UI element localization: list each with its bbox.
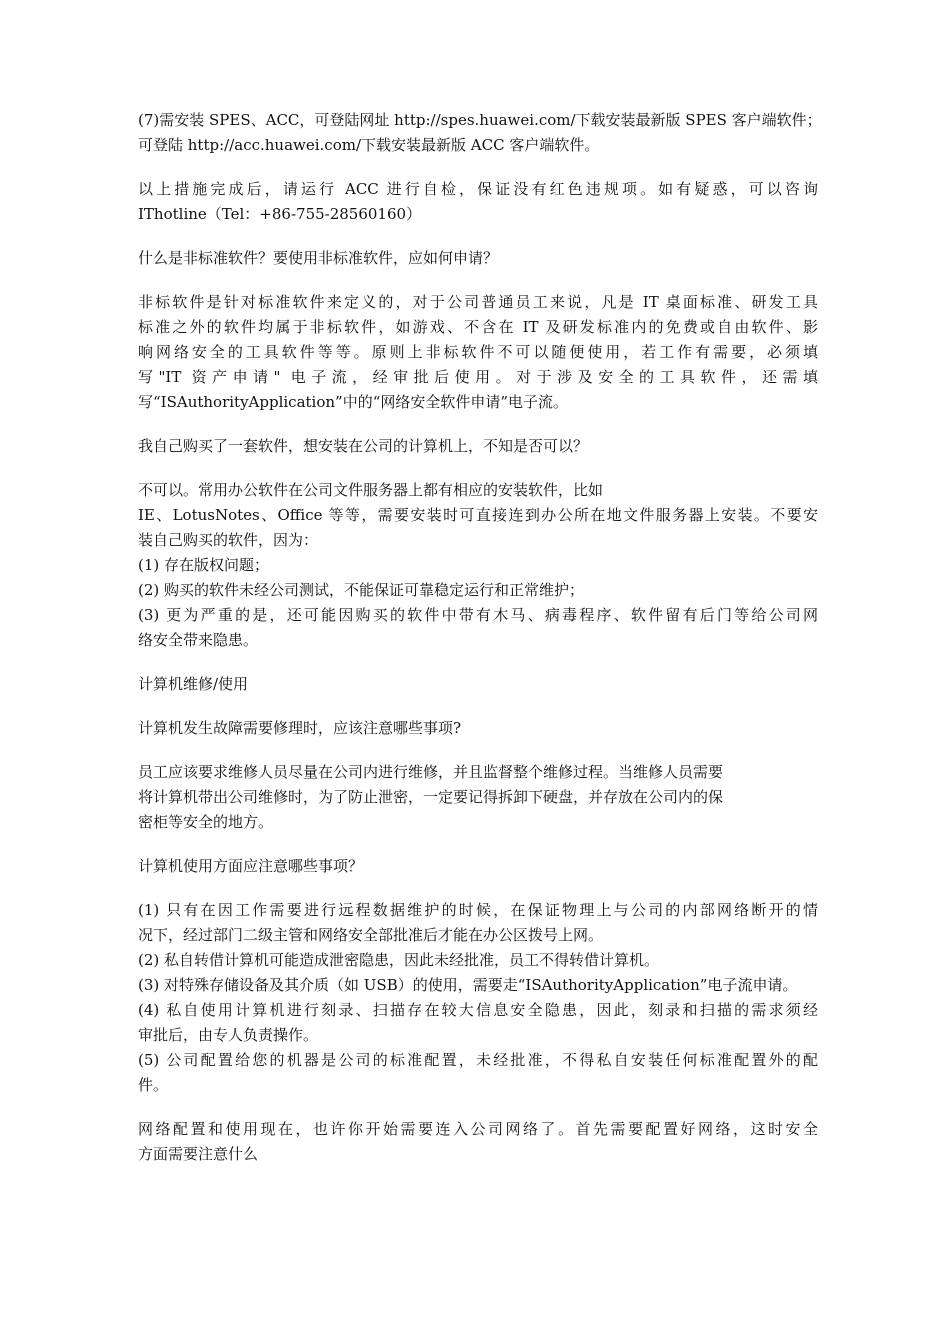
non-standard-software-answer	[138, 290, 818, 415]
paragraph-gap	[138, 879, 818, 898]
paragraph-gap	[138, 158, 818, 177]
text-line: 件。	[138, 1076, 169, 1094]
text-line: IThotline（Tel：+86-755-28560160）	[138, 205, 422, 223]
self-purchased-software-answer	[138, 478, 818, 653]
question-line: 计算机使用方面应注意哪些事项？	[138, 857, 364, 875]
usage-answer-list	[138, 898, 818, 1098]
question-line: 我自己购买了一套软件，想安装在公司的计算机上，不知是否可以？	[138, 437, 589, 455]
text-line: 方面需要注意什么	[138, 1145, 259, 1163]
text-line: 络安全带来隐患。	[138, 631, 259, 649]
paragraph-gap	[138, 271, 818, 290]
list-item: (1) 存在版权问题；	[138, 556, 270, 574]
repair-question	[138, 716, 818, 741]
paragraph-gap	[138, 697, 818, 716]
usage-question	[138, 854, 818, 879]
text-line: 以上措施完成后，请运行 ACC 进行自检，保证没有红色违规项。如有疑惑，可以咨询	[138, 180, 818, 198]
acc-self-check-paragraph	[138, 177, 818, 227]
text-line: 网络配置和使用现在，也许你开始需要连入公司网络了。首先需要配置好网络，这时安全	[138, 1120, 818, 1138]
self-purchased-software-question	[138, 434, 818, 459]
text-line: 装自己购买的软件，因为：	[138, 531, 319, 549]
list-item: (3) 更为严重的是，还可能因购买的软件中带有木马、病毒程序、软件留有后门等给公司网	[138, 606, 818, 624]
list-item: (2) 购买的软件未经公司测试，不能保证可靠稳定运行和正常维护；	[138, 581, 585, 599]
paragraph-gap	[138, 415, 818, 434]
list-item: (4) 私自使用计算机进行刻录、扫描存在较大信息安全隐患，因此，刻录和扫描的需求须经	[138, 1001, 818, 1019]
paragraph-gap	[138, 835, 818, 854]
text-line: 响网络安全的工具软件等等。原则上非标软件不可以随便使用，若工作有需要，必须填	[138, 343, 818, 361]
text-line: 非标软件是针对标准软件来定义的，对于公司普通员工来说，凡是 IT 桌面标准、研发工具	[138, 293, 818, 311]
text-line: 标准之外的软件均属于非标软件，如游戏、不含在 IT 及研发标准内的免费或自由软件、影	[138, 318, 818, 336]
spes-acc-install-paragraph	[138, 108, 822, 158]
text-line: (7)需安装 SPES、ACC，可登陆网址 http://spes.huawei.com/下载安装最新版 SPES 客户端软件；	[138, 111, 822, 129]
section-heading: 计算机维修/使用	[138, 675, 249, 693]
list-item: (2) 私自转借计算机可能造成泄密隐患，因此未经批准，员工不得转借计算机。	[138, 951, 660, 969]
document-content	[138, 108, 822, 1167]
text-line: 员工应该要求维修人员尽量在公司内进行维修，并且监督整个维修过程。当维修人员需要	[138, 763, 724, 781]
text-line: 况下，经过部门二级主管和网络安全部批准后才能在办公区拨号上网。	[138, 926, 604, 944]
paragraph-gap	[138, 1098, 818, 1117]
text-line: 将计算机带出公司维修时，为了防止泄密，一定要记得拆卸下硬盘，并存放在公司内的保	[138, 788, 724, 806]
paragraph-gap	[138, 653, 818, 672]
text-line: 审批后，由专人负责操作。	[138, 1026, 319, 1044]
repair-section-heading	[138, 672, 818, 697]
paragraph-gap	[138, 227, 818, 246]
question-line: 计算机发生故障需要修理时，应该注意哪些事项?	[138, 719, 462, 737]
question-line: 什么是非标准软件？要使用非标准软件，应如何申请？	[138, 249, 499, 267]
text-line: 不可以。常用办公软件在公司文件服务器上都有相应的安装软件，比如	[138, 481, 604, 499]
text-line: 可登陆 http://acc.huawei.com/下载安装最新版 ACC 客户端软件。	[138, 136, 600, 154]
text-line: 写“ISAuthorityApplication”中的“网络安全软件申请”电子流。	[138, 393, 569, 411]
text-line: 密柜等安全的地方。	[138, 813, 274, 831]
paragraph-gap	[138, 741, 818, 760]
list-item: (3) 对特殊存储设备及其介质（如 USB）的使用，需要走“ISAuthorityApplication”电子流申请。	[138, 976, 798, 994]
network-config-paragraph	[138, 1117, 818, 1167]
text-line: IE、LotusNotes、Office 等等，需要安装时可直接连到办公所在地文件服务器上安装。不要安	[138, 506, 818, 524]
repair-answer	[138, 760, 818, 835]
list-item: (1) 只有在因工作需要进行远程数据维护的时候，在保证物理上与公司的内部网络断开的情	[138, 901, 818, 919]
paragraph-gap	[138, 459, 818, 478]
list-item: (5) 公司配置给您的机器是公司的标准配置，未经批准，不得私自安装任何标准配置外的配	[138, 1051, 818, 1069]
text-line: 写"IT 资产申请" 电子流，经审批后使用。对于涉及安全的工具软件，还需填	[138, 368, 818, 386]
non-standard-software-question	[138, 246, 818, 271]
